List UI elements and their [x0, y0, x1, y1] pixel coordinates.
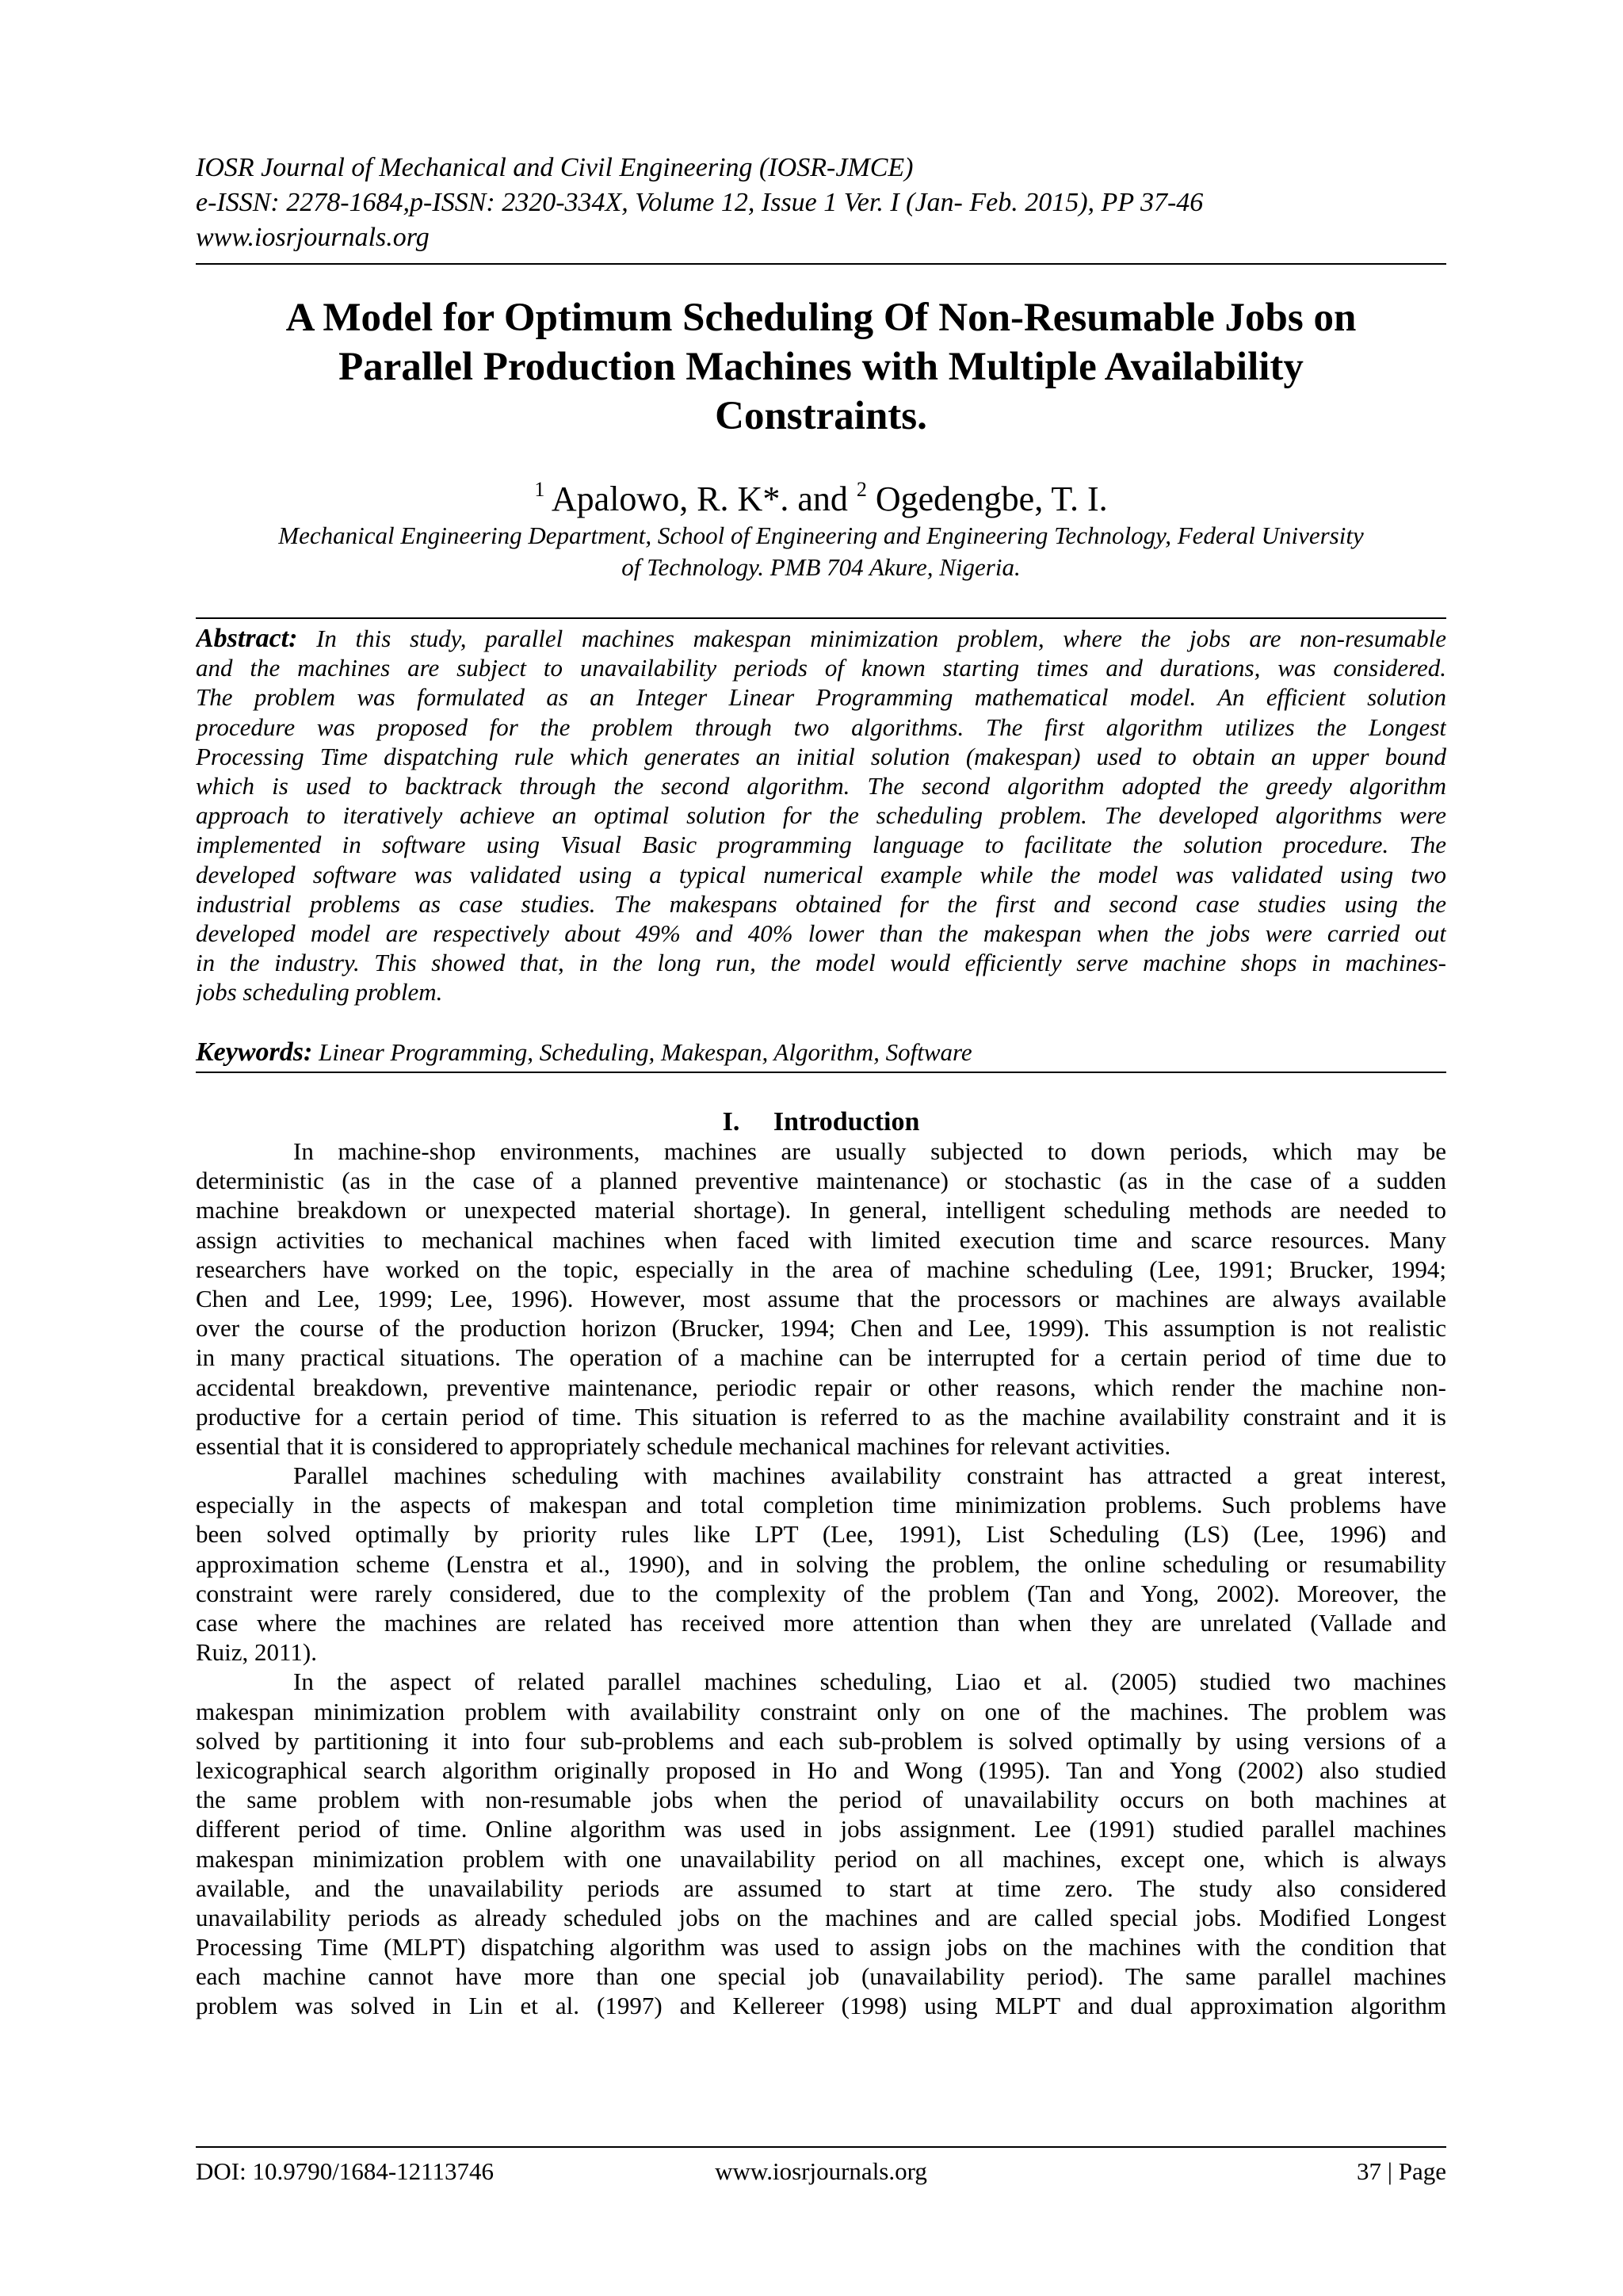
section-title: Introduction — [773, 1107, 920, 1137]
author-name: Ogedengbe, T. I. — [866, 479, 1108, 518]
body-line: different period of time. Online algorithm was used in jobs assignment. Lee (1991) studied parallel machines — [196, 1815, 1446, 1843]
author-affiliation-mark: 1 — [534, 478, 545, 501]
abstract-line: in the industry. This showed that, in the long run, the model would efficiently serve machine shops in machines- — [196, 949, 1446, 977]
body-line: especially in the aspects of makespan and total completion time minimization problems. Such problems have — [196, 1491, 1446, 1519]
body-text — [196, 1137, 1446, 2021]
body-line: researchers have worked on the topic, especially in the area of machine scheduling (Lee, 1991; Brucker, 1994; — [196, 1255, 1446, 1283]
footer-rule — [196, 2146, 1446, 2148]
abstract-line: industrial problems as case studies. The makespans obtained for the first and second case studies using the — [196, 889, 1446, 918]
abstract-top-rule — [196, 617, 1446, 619]
body-line: over the course of the production horizon (Brucker, 1994; Chen and Lee, 1999). This assumption is not realistic — [196, 1314, 1446, 1343]
body-line: In the aspect of related parallel machines scheduling, Liao et al. (2005) studied two machines — [293, 1668, 1446, 1696]
journal-name: IOSR Journal of Mechanical and Civil Engineering (IOSR-JMCE) — [196, 153, 914, 182]
body-line: approximation scheme (Lenstra et al., 1990), and in solving the problem, the online scheduling or resumability — [196, 1549, 1446, 1578]
header-rule — [196, 263, 1446, 265]
section-number: I. — [722, 1107, 740, 1137]
abstract-label: Abstract: — [196, 624, 298, 653]
section-heading — [196, 1106, 1446, 1138]
abstract-line: which is used to backtrack through the second algorithm. The second algorithm adopted the greedy algorithm — [196, 771, 1446, 800]
body-line: makespan minimization problem with one unavailability period on all machines, except one, which is always — [196, 1844, 1446, 1873]
paper-title — [196, 293, 1446, 441]
footer-page-number: 37 | Page — [1357, 2157, 1446, 2185]
keywords-label: Keywords: — [196, 1037, 313, 1067]
body-line: productive for a certain period of time. This situation is referred to as the machine availability constraint and it is — [196, 1402, 1446, 1431]
body-line: machine breakdown or unexpected material shortage). In general, intelligent scheduling methods are needed to — [196, 1196, 1446, 1224]
body-line: case where the machines are related has received more attention than when they are unrelated (Vallade and — [196, 1609, 1446, 1637]
body-line: solved by partitioning it into four sub-problems and each sub-problem is solved optimally by using versions of a — [196, 1726, 1446, 1755]
title-line: Parallel Production Machines with Multiple Availability — [338, 345, 1304, 389]
body-line: In machine-shop environments, machines are usually subjected to down periods, which may be — [293, 1137, 1446, 1165]
body-line: been solved optimally by priority rules like LPT (Lee, 1991), List Scheduling (LS) (Lee, 1996) and — [196, 1520, 1446, 1549]
title-line: Constraints. — [715, 394, 927, 438]
abstract — [196, 624, 1446, 1007]
body-line: problem was solved in Lin et al. (1997) and Kellereer (1998) using MLPT and dual approximation algorithm — [196, 1992, 1446, 2020]
abstract-line: procedure was proposed for the problem through two algorithms. The first algorithm utilizes the Longest — [196, 712, 1446, 741]
body-line: constraint were rarely considered, due to the complexity of the problem (Tan and Yong, 2002). Moreover, the — [196, 1579, 1446, 1607]
abstract-line: Abstract: In this study, parallel machines makespan minimization problem, where the jobs are non-resumable — [196, 624, 1446, 653]
abstract-line: Processing Time dispatching rule which generates an initial solution (makespan) used to obtain an upper bound — [196, 742, 1446, 770]
body-line: Ruiz, 2011). — [196, 1638, 317, 1667]
journal-website[interactable]: www.iosrjournals.org — [196, 223, 430, 252]
body-line: each machine cannot have more than one special job (unavailability period). The same parallel machines — [196, 1962, 1446, 1991]
abstract-bottom-rule — [196, 1072, 1446, 1073]
abstract-line: and the machines are subject to unavailability periods of known starting times and durations, was considered. — [196, 654, 1446, 682]
journal-issn: e-ISSN: 2278-1684,p-ISSN: 2320-334X, Volume 12, Issue 1 Ver. I (Jan- Feb. 2015), PP 37-46 — [196, 188, 1204, 217]
keywords — [196, 1037, 1446, 1068]
abstract-line: approach to iteratively achieve an optimal solution for the scheduling problem. The developed algorithms were — [196, 801, 1446, 830]
body-line: Chen and Lee, 1999; Lee, 1996). However, most assume that the processors or machines are always available — [196, 1284, 1446, 1312]
paper-page — [196, 0, 1446, 2296]
keywords-text: Linear Programming, Scheduling, Makespan, Algorithm, Software — [312, 1038, 972, 1066]
footer-doi: DOI: 10.9790/1684-12113746 — [196, 2157, 494, 2185]
body-line: essential that it is considered to appropriately schedule mechanical machines for relevant activities. — [196, 1431, 1171, 1460]
body-line: deterministic (as in the case of a planned preventive maintenance) or stochastic (as in the case of a sudden — [196, 1167, 1446, 1195]
abstract-line: jobs scheduling problem. — [196, 978, 443, 1007]
body-line: Processing Time (MLPT) dispatching algorithm was used to assign jobs on the machines with the condition that — [196, 1933, 1446, 1962]
abstract-line: The problem was formulated as an Integer Linear Programming mathematical model. An efficient solution — [196, 683, 1446, 712]
body-line: Parallel machines scheduling with machines availability constraint has attracted a great interest, — [293, 1461, 1446, 1490]
abstract-line: developed software was validated using a typical numerical example while the model was validated using two — [196, 860, 1446, 888]
author-affiliation-mark: 2 — [856, 478, 867, 501]
author-name: Apalowo, R. K*. and — [544, 479, 857, 518]
body-line: unavailability periods as already scheduled jobs on the machines and are called special jobs. Modified Longest — [196, 1903, 1446, 1931]
footer-website[interactable]: www.iosrjournals.org — [715, 2157, 927, 2185]
body-line: accidental breakdown, preventive maintenance, periodic repair or other reasons, which render the machine non- — [196, 1373, 1446, 1401]
body-line: makespan minimization problem with availability constraint only on one of the machines. The problem was — [196, 1697, 1446, 1725]
body-line: assign activities to mechanical machines when faced with limited execution time and scarce resources. Many — [196, 1225, 1446, 1254]
affiliation-line: Mechanical Engineering Department, School of Engineering and Engineering Technology, Federal University — [278, 521, 1364, 549]
body-line: available, and the unavailability periods are assumed to start at time zero. The study also considered — [196, 1874, 1446, 1902]
authors — [196, 468, 1446, 521]
journal-header — [196, 151, 1446, 255]
body-line: lexicographical search algorithm originally proposed in Ho and Wong (1995). Tan and Yong (2002) also studied — [196, 1755, 1446, 1784]
abstract-line: developed model are respectively about 49% and 40% lower than the makespan when the jobs were carried out — [196, 919, 1446, 947]
title-line: A Model for Optimum Scheduling Of Non-Resumable Jobs on — [285, 296, 1357, 340]
abstract-line: implemented in software using Visual Basic programming language to facilitate the solution procedure. The — [196, 831, 1446, 859]
affiliation — [196, 520, 1446, 583]
body-line: in many practical situations. The operation of a machine can be interrupted for a certain period of time due to — [196, 1343, 1446, 1372]
body-line: the same problem with non-resumable jobs when the period of unavailability occurs on both machines at — [196, 1786, 1446, 1814]
affiliation-line: of Technology. PMB 704 Akure, Nigeria. — [621, 553, 1021, 581]
